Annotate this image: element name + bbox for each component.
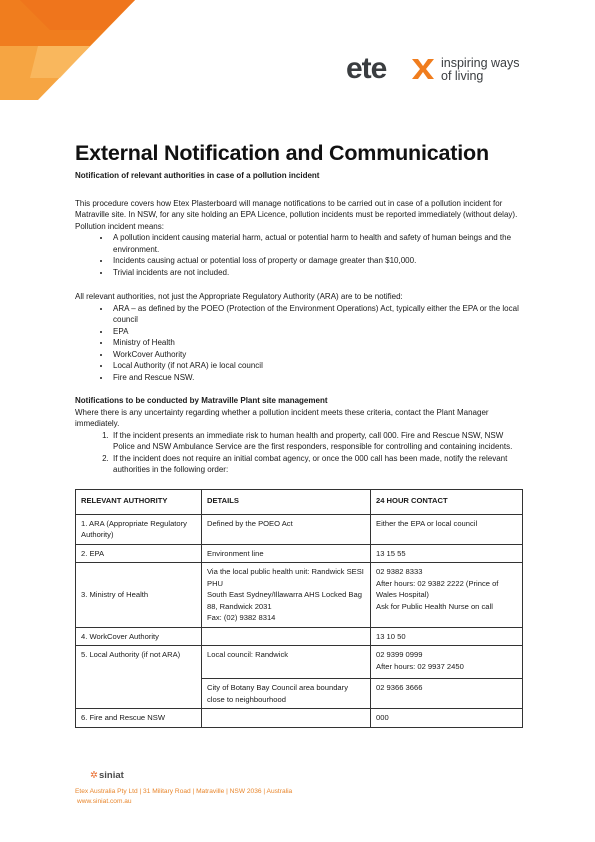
list-item: • EPA [111,326,525,338]
steps-list [75,430,525,476]
cell-line: 02 9399 0999 [376,650,423,659]
corner-decoration [0,0,140,100]
table-row [76,544,523,563]
svg-text:ete: ete [346,54,387,84]
table-cell: 3. Ministry of Health [76,563,202,628]
document-body [75,140,525,728]
cell-line: Ask for Public Health Nurse on call [376,601,493,611]
list-item: 1. If the incident presents an immediate risk to human health and property, call 000. Fire and Rescue NSW, NSW Police and NSW Ambulance Service are the first responders, responsible for controlling and containing incidents. [111,430,525,453]
table-row [76,709,523,728]
tagline-line-2: of living [441,69,484,83]
table-header-row [76,489,523,514]
page-footer [75,787,292,807]
table-cell: City of Botany Bay Council area boundary close to neighbourhood [202,679,371,709]
list-item: • WorkCover Authority [111,349,525,361]
header-cell: 24 HOUR CONTACT [371,489,523,514]
table-cell: 02 9366 3666 [371,679,523,709]
cell-line: Via the local public health unit: Randwick SESI PHU [207,567,364,588]
etex-logo [346,54,546,88]
table-row [76,514,523,544]
list-item: • Fire and Rescue NSW. [111,372,525,384]
header-cell: RELEVANT AUTHORITY [76,489,202,514]
table-cell: 6. Fire and Rescue NSW [76,709,202,728]
cell-line: Fax: (02) 9382 8314 [207,613,276,622]
incident-criteria-list [75,232,525,278]
logo-x-mark [412,57,434,81]
section-heading: Notifications to be conducted by Matraville Plant site management [75,396,328,405]
section-intro: Where there is any uncertainty regarding whether a pollution incident meets these criteria, contact the Plant Manager immediately. [75,407,489,428]
table-row [76,627,523,646]
page-title: External Notification and Communication [75,141,489,165]
authorities-list [75,303,525,384]
table-cell [202,709,371,728]
table-cell: 13 15 55 [371,544,523,563]
siniat-logo [90,770,124,781]
table-cell: 13 10 50 [371,627,523,646]
table-cell: 2. EPA [76,544,202,563]
list-item: • ARA – as defined by the POEO (Protection of the Environment Operations) Act, typically either the EPA or the local council [111,303,525,326]
table-cell: 1. ARA (Appropriate Regulatory Authority) [76,514,202,544]
list-item: • Local Authority (if not ARA) ie local council [111,360,525,372]
table-cell: Local council: Randwick [202,646,371,679]
cell-line: 02 9382 8333 [376,567,423,576]
table-row [76,646,523,679]
table-cell: 000 [371,709,523,728]
table-cell [202,627,371,646]
table-cell [202,563,371,628]
page-subtitle: Notification of relevant authorities in case of a pollution incident [75,171,320,180]
cell-line: South East Sydney/Illawarra AHS Locked Bag 88, Randwick 2031 [207,590,362,611]
authorities-intro: All relevant authorities, not just the Appropriate Regulatory Authority (ARA) are to be notified: [75,292,403,301]
intro-paragraph: This procedure covers how Etex Plasterboard will manage notifications to be carried out in case of a pollution incident for Matraville site. In NSW, for any site holding an EPA Licence, pollution incidents must be reported immediately (without delay). Pollution incident means: [75,198,518,231]
footer-address: Etex Australia Pty Ltd | 31 Military Road | Matraville | NSW 2036 | Australia [75,788,293,795]
cell-line: After hours: 02 9382 2222 (Prince of Wales Hospital) [376,578,499,599]
logo-tagline [441,57,520,83]
list-item: • A pollution incident causing material harm, actual or potential harm to health and safety of human beings and the environment. [111,232,525,255]
list-item: 2. If the incident does not require an initial combat agency, or once the 000 call has been made, notify the relevant authorities in the following order: [111,453,525,476]
table-cell: Environment line [202,544,371,563]
cell-line: After hours: 02 9937 2450 [376,661,464,671]
contacts-table [75,489,523,728]
table-cell: Defined by the POEO Act [202,514,371,544]
footer-website[interactable]: www.siniat.com.au [77,798,132,805]
table-cell: Either the EPA or local council [371,514,523,544]
list-item: • Incidents causing actual or potential loss of property or damage greater than $10,000. [111,255,525,267]
logo-letters [346,54,412,84]
table-cell [371,563,523,628]
table-cell [371,646,523,679]
header-cell: DETAILS [202,489,371,514]
table-cell: 4. WorkCover Authority [76,627,202,646]
list-item: • Trivial incidents are not included. [111,267,525,279]
table-cell: 5. Local Authority (if not ARA) [76,646,202,709]
table-row [76,563,523,628]
siniat-star-icon: ✲ [90,770,98,781]
list-item: • Ministry of Health [111,337,525,349]
siniat-wordmark: siniat [98,770,124,781]
tagline-line-1: inspiring ways [441,56,520,70]
